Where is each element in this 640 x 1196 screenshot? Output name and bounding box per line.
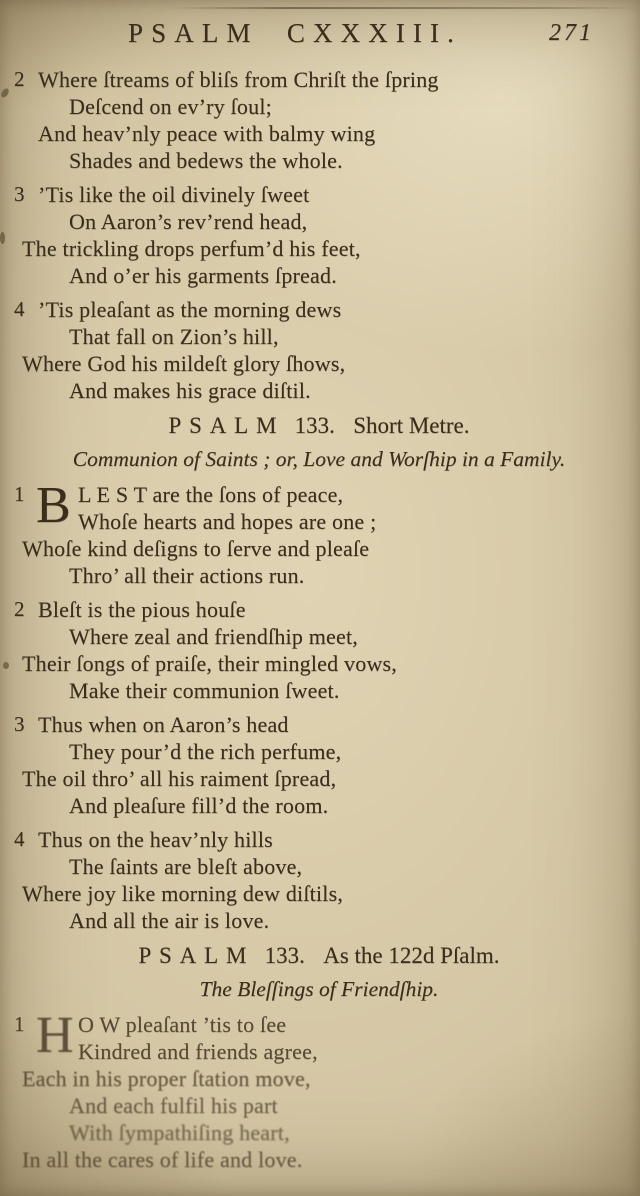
psalm-meter: Short Metre. bbox=[353, 413, 470, 438]
verse-line: Where zeal and friendſhip meet, bbox=[69, 624, 358, 649]
verse-lines bbox=[38, 66, 626, 174]
psalm-number: 133. bbox=[264, 943, 305, 968]
verse-line: The oil thro’ all his raiment ſpread, bbox=[22, 766, 337, 791]
verse-lines bbox=[22, 296, 626, 404]
verse-number: 3 bbox=[14, 712, 25, 736]
psalm-content bbox=[12, 66, 626, 1173]
verse-line: Where joy like morning dew diſtils, bbox=[22, 881, 344, 906]
verse bbox=[12, 66, 626, 174]
verse-lines bbox=[22, 477, 626, 589]
verse-number: 1 bbox=[14, 482, 25, 506]
psalm-meter: As the 122d Pſalm. bbox=[323, 943, 500, 968]
ink-speck bbox=[0, 232, 5, 244]
verse bbox=[12, 296, 626, 404]
verse-line: Their ſongs of praiſe, their mingled vows, bbox=[22, 651, 397, 676]
verse-line: ’Tis pleaſant as the morning dews bbox=[38, 297, 342, 322]
psalm-word: PSALM bbox=[168, 413, 285, 438]
drop-cap: B bbox=[36, 477, 71, 534]
verse bbox=[12, 711, 626, 819]
verse-line: With ſympathiſing heart, bbox=[69, 1120, 290, 1145]
verse-lines bbox=[22, 826, 626, 934]
verse bbox=[12, 477, 626, 589]
verse-line: They pour’d the rich perfume, bbox=[69, 739, 342, 764]
drop-cap: H bbox=[36, 1007, 74, 1064]
psalm-number: 133. bbox=[294, 413, 335, 438]
ink-speck bbox=[0, 87, 10, 99]
page-edge-line bbox=[170, 7, 640, 9]
verse-line: Bleſt is the pious houſe bbox=[38, 597, 246, 622]
verse-number: 4 bbox=[14, 297, 25, 321]
verse bbox=[12, 826, 626, 934]
verse-line: Where ſtreams of bliſs from Chriſt the ſpring bbox=[38, 67, 439, 92]
verse-number: 3 bbox=[14, 182, 25, 206]
verse-line: And makes his grace diſtil. bbox=[69, 378, 311, 403]
page-number: 271 bbox=[549, 20, 594, 46]
verse-lines bbox=[22, 1007, 626, 1173]
verse-line: Shades and bedews the whole. bbox=[69, 148, 343, 173]
verse-number: 2 bbox=[14, 597, 25, 621]
verse-line: Thro’ all their actions run. bbox=[69, 563, 305, 588]
ink-speck bbox=[3, 662, 9, 669]
verse-line: L E S T are the ſons of peace, bbox=[78, 482, 344, 507]
verse-lines bbox=[22, 711, 626, 819]
verse-lines bbox=[22, 596, 626, 704]
verse-line: Kindred and friends agree, bbox=[78, 1039, 318, 1064]
psalm-subtitle: Communion of Saints ; or, Love and Worſhip in a Family. bbox=[72, 447, 566, 471]
verse-line: Each in his proper ſtation move, bbox=[22, 1066, 311, 1091]
page-header bbox=[12, 16, 626, 60]
verse-line: Where God his mildeſt glory ſhows, bbox=[22, 351, 346, 376]
verse-line: Whoſe hearts and hopes are one ; bbox=[78, 509, 377, 534]
verse-lines bbox=[22, 181, 626, 289]
verse bbox=[12, 596, 626, 704]
verse-line: Thus on the heav’nly hills bbox=[38, 827, 273, 852]
verse-line: And heav’nly peace with balmy wing bbox=[38, 121, 376, 146]
psalm-word: PSALM bbox=[138, 943, 255, 968]
psalm-subtitle: The Bleſſings of Friendſhip. bbox=[199, 977, 439, 1001]
verse-line: The trickling drops perfum’d his feet, bbox=[22, 236, 361, 261]
psalm-heading bbox=[12, 412, 626, 440]
psalm-heading bbox=[12, 942, 626, 970]
verse-line: Make their communion ſweet. bbox=[69, 678, 340, 703]
verse-line: O W pleaſant ’tis to ſee bbox=[78, 1012, 287, 1037]
verse-line: In all the cares of life and love. bbox=[22, 1147, 303, 1172]
verse-line: The ſaints are bleſt above, bbox=[69, 854, 303, 879]
verse-number: 1 bbox=[14, 1012, 25, 1036]
verse-number: 4 bbox=[14, 827, 25, 851]
verse bbox=[12, 1007, 626, 1173]
verse-line: And all the air is love. bbox=[69, 908, 270, 933]
verse-line: On Aaron’s rev’rend head, bbox=[69, 209, 308, 234]
verse-line: That fall on Zion’s hill, bbox=[69, 324, 279, 349]
verse-line: Whoſe kind deſigns to ſerve and pleaſe bbox=[22, 536, 370, 561]
verse-line: Thus when on Aaron’s head bbox=[38, 712, 289, 737]
verse bbox=[12, 181, 626, 289]
verse-number: 2 bbox=[14, 67, 25, 91]
verse-line: ’Tis like the oil divinely ſweet bbox=[38, 182, 310, 207]
page-title: PSALM CXXXIII. bbox=[128, 18, 462, 48]
verse-line: And each fulfil his part bbox=[69, 1093, 278, 1118]
verse-line: Deſcend on ev’ry ſoul; bbox=[69, 94, 272, 119]
verse-line: And o’er his garments ſpread. bbox=[69, 263, 337, 288]
verse-line: And pleaſure fill’d the room. bbox=[69, 793, 329, 818]
